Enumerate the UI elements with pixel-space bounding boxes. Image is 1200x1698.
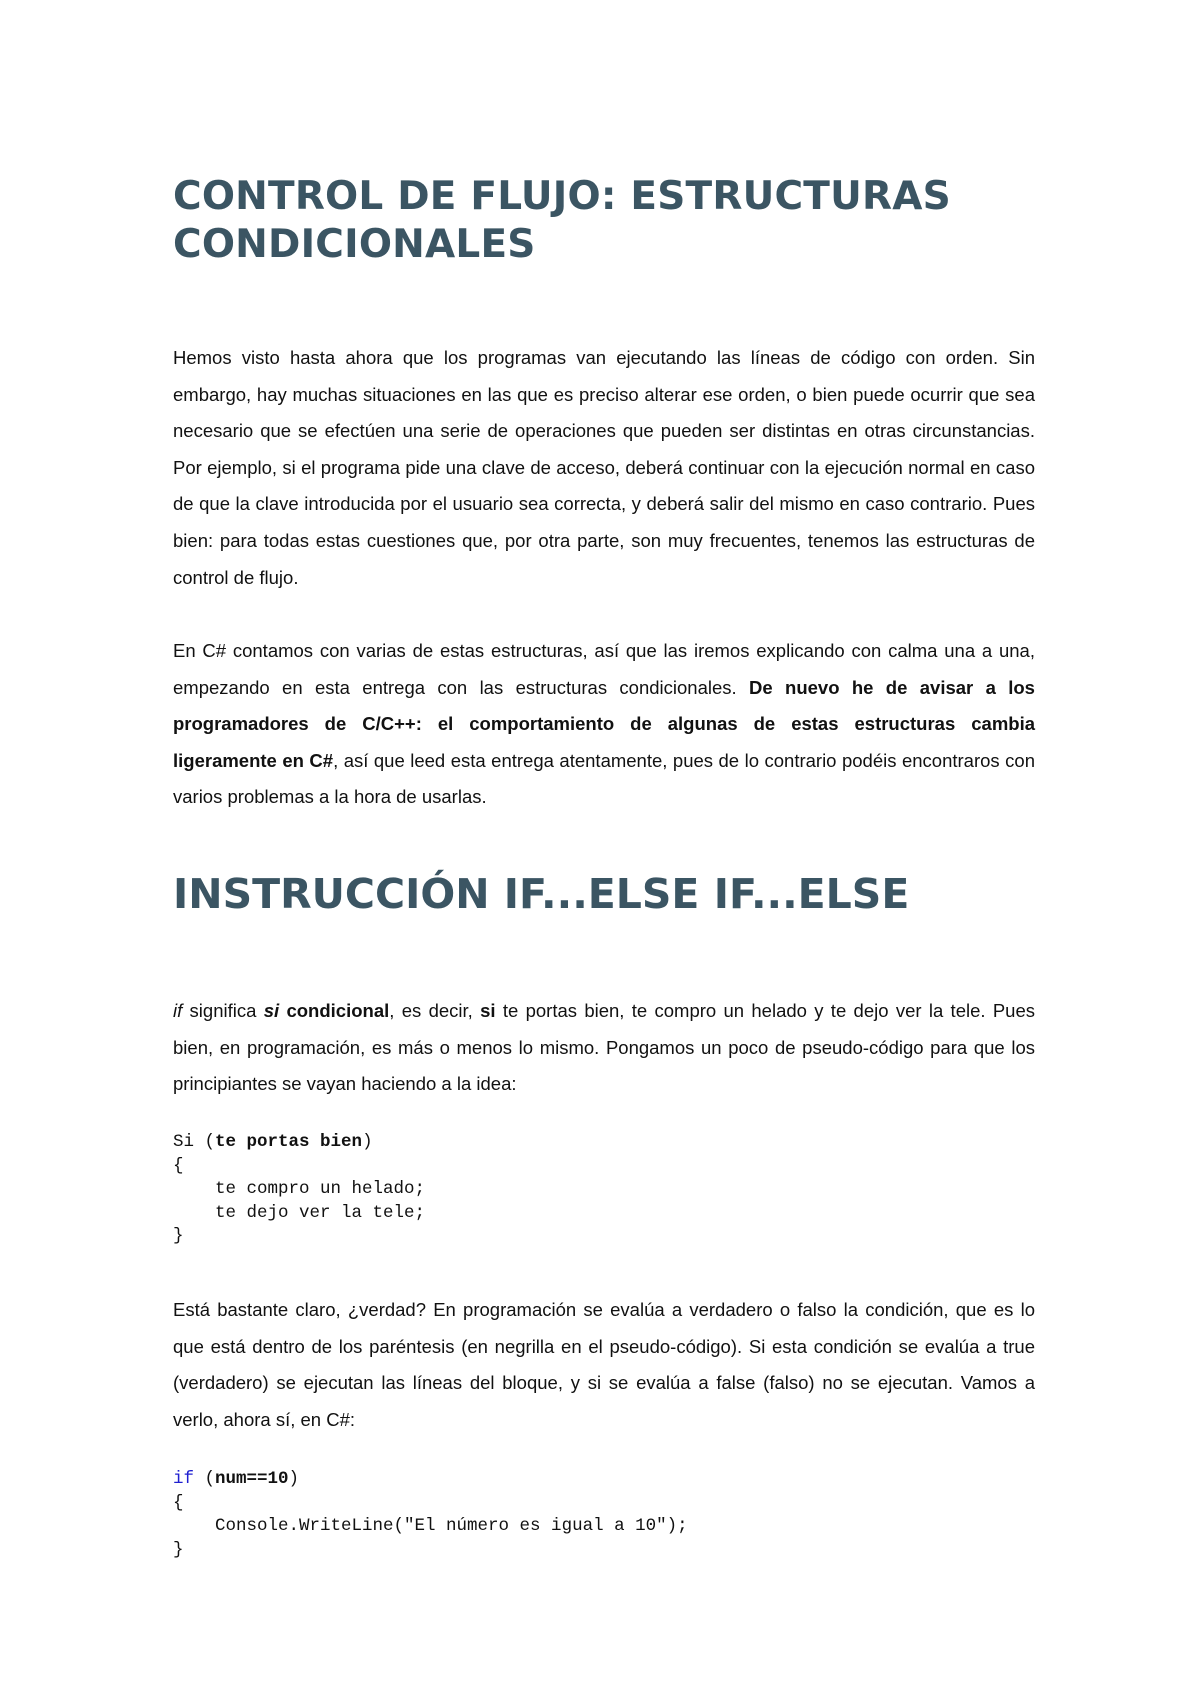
code-line: { xyxy=(173,1155,184,1176)
si-bold-italic-word: si xyxy=(263,1000,280,1021)
para3-text: te portas bien, te compro un helado y te dejo ver la tele. Pues bien, en programación, es más o menos lo mismo. Pongamos un poco de pseudo-código para que los principiantes se vayan haciendo a la idea: xyxy=(173,1000,1035,1095)
code-line: te compro un helado; xyxy=(173,1179,426,1199)
evaluation-paragraph: Está bastante claro, ¿verdad? En programación se evalúa a verdadero o falso la condición, que es lo que está dentro de los paréntesis (en negrilla en el pseudo-código). Si esta condición se evalúa a true (verdadero) se ejecutan las líneas del bloque, y si se evalúa a false (falso) no se ejecutan. Vamos a verlo, ahora sí, en C#: xyxy=(173,1299,1035,1430)
si-bold-word: si xyxy=(480,1000,496,1021)
code-line: { xyxy=(173,1492,184,1513)
if-italic-word: if xyxy=(173,1000,183,1021)
code-punct: ) xyxy=(288,1469,300,1489)
para3-text: , es decir, xyxy=(389,1000,481,1021)
code-condition: num==10 xyxy=(215,1469,289,1489)
code-line: } xyxy=(173,1539,184,1560)
main-heading: CONTROL DE FLUJO: ESTRUCTURAS CONDICIONALES xyxy=(173,174,951,267)
warning-bold-text: De nuevo he de avisar a los programadores de C/C++: el comportamiento de algunas de estas estructuras cambia ligeramente en C# xyxy=(173,676,1035,771)
if-explanation-paragraph xyxy=(173,993,1035,1103)
code-punct: ( xyxy=(194,1132,216,1152)
code-punct: ) xyxy=(362,1132,373,1152)
code-punct: ( xyxy=(194,1469,216,1489)
intro-paragraph: Hemos visto hasta ahora que los programas van ejecutando las líneas de código con orden. Sin embargo, hay muchas situaciones en las que es preciso alterar ese orden, o bien puede ocurrir que sea necesario que se efectúen una serie de operaciones que pueden ser distintas en otras circunstancias. Por ejemplo, si el programa pide una clave de acceso, deberá continuar con la ejecución normal en caso de que la clave introducida por el usuario sea correcta, y deberá salir del mismo en caso contrario. Pues bien: para todas estas cuestiones que, por otra parte, son muy frecuentes, tenemos las estructuras de control de flujo. xyxy=(173,347,1035,588)
para3-text: significa xyxy=(182,1000,264,1021)
code-keyword: if xyxy=(173,1469,195,1489)
para2-text-start: En C# contamos con varias de estas estructuras, así que las iremos explicando con calma una a una, empezando en esta entrega con las estructuras condicionales. xyxy=(173,640,1035,698)
code-line xyxy=(173,1132,373,1152)
pseudo-code-block xyxy=(173,1131,1035,1249)
code-line: te dejo ver la tele; xyxy=(173,1202,426,1223)
code-line: Console.WriteLine("El número es igual a 10"); xyxy=(173,1516,688,1536)
code-keyword: Si xyxy=(173,1132,195,1152)
code-line: } xyxy=(173,1226,184,1246)
condicional-bold-word: condicional xyxy=(279,1000,390,1021)
code-condition: te portas bien xyxy=(215,1132,363,1152)
csharp-structures-paragraph xyxy=(173,633,1035,816)
para2-text-end: , así que leed esta entrega atentamente, pues de lo contrario podéis encontraros con varios problemas a la hora de usarlas. xyxy=(173,749,1035,808)
section-heading-if-else: INSTRUCCIÓN IF...ELSE IF...ELSE xyxy=(173,870,910,918)
code-line xyxy=(173,1469,299,1489)
csharp-code-block xyxy=(173,1468,1035,1562)
